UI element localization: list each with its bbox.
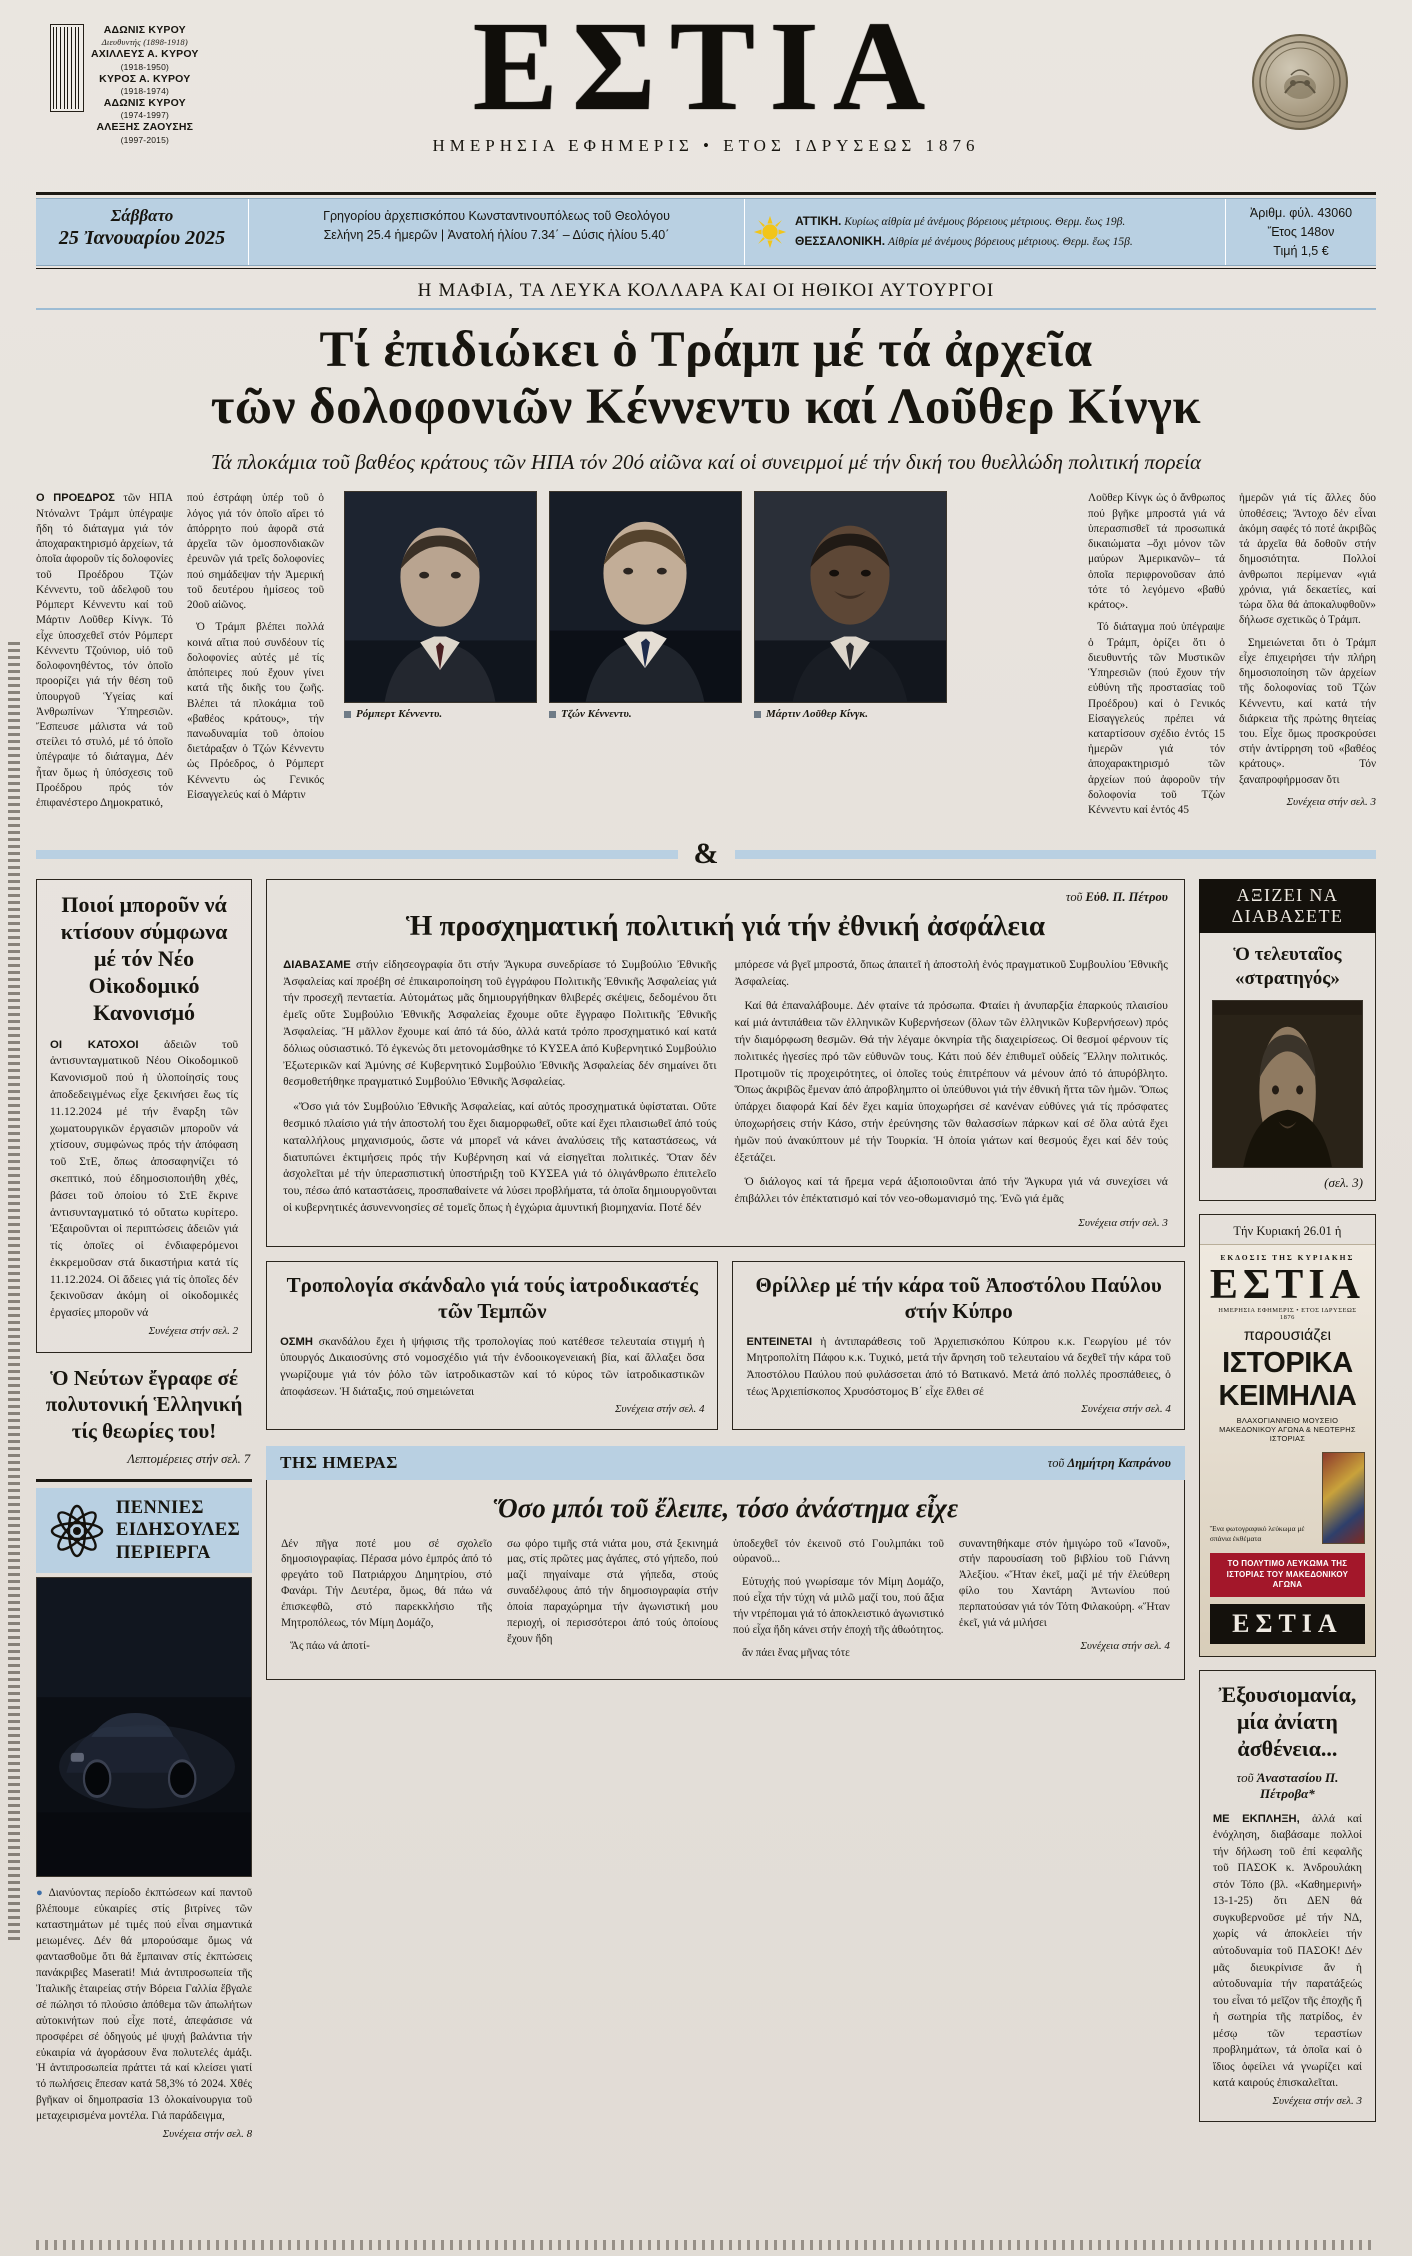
founder-name: ΑΧΙΛΛΕΥΣ Α. ΚΥΡΟΥ: [91, 48, 199, 61]
lead-text-4: ἡμερῶν γιά τίς ἄλλες δύο ὑποθέσεις; Ἄντοχο δέν εἶναι ἀκόμη σαφές τό ποτέ ἀκριβῶς τά ἀρχεῖα θά δοθοῦν στήν δημοσιότητα. Πολλοί ἀνθρωποι περίμεναν «γιά χρόνια, γιά δεκαετίες, καί τώρα ὅλα θά ἀποκαλυφθοῦν» δήλωσε σχετικῶς ὁ Τράμπ.: [1239, 492, 1376, 627]
caption-text: Ρόμπερτ Κέννεντυ.: [356, 708, 443, 721]
sun-moon-times: Σελήνη 25.4 ἡμερῶν | Ἀνατολή ἡλίου 7.34΄ – Δύσις ἡλίου 5.40΄: [323, 227, 670, 242]
day-text-1-tail: Ἅς πάω νά ἀποτί-: [290, 1639, 370, 1652]
opinion-title: Ἡ προσχηματική πολιτική γιά τήν ἐθνική ἀσφάλεια: [405, 910, 1046, 943]
weekday: Σάββατο: [110, 206, 174, 225]
ad-logo-tagline: ΗΜΕΡΗΣΙΑ ΕΦΗΜΕΡΙΣ • ΕΤΟΣ ΙΔΡΥΣΕΩΣ 1876: [1218, 1306, 1357, 1321]
ad-kicker: ΕΚΔΟΣΙΣ ΤΗΣ ΚΥΡΙΑΚΗΣ: [1220, 1252, 1355, 1262]
story-relic-continue[interactable]: Συνέχεια στήν σελ. 4: [1081, 1403, 1171, 1416]
promo-detail[interactable]: Λεπτομέρειες στήν σελ. 7: [127, 1451, 251, 1466]
worth-reading-page-ref[interactable]: (σελ. 3): [1324, 1174, 1363, 1190]
founder-name: ΚΥΡΟΣ Α. ΚΥΡΟΥ: [99, 72, 191, 85]
story-relic-dropcap: ΕΝΤΕΙΝΕΤΑΙ: [746, 1335, 813, 1348]
power-mania-author-name: Ἀναστασίου Π. Πέτροβα*: [1256, 1769, 1339, 1801]
opinion-text-1b: «Ὅσο γιά τόν Συμβούλιο Ἐθνικῆς Ἀσφαλείας, καί αὐτός προσχηματικά ὑφίσταται. Οὔτε θεσμικό πλαίσιο γιά τήν ἀποστολή του ἔχει διαμορφωθεῖ, οὔτε καί ἔχει πλαισιωθεῖ ἀπό τούς καταλλήλους μηχανισμούς, ὥστε νά μπορεῖ νά κάνει ἀναλύσεις τῆς καταστάσεως, νά διατυπώνει ἐκτιμήσεις πρός τήν Κυβέρνηση καί νά εἰσηγεῖται πολιτικές. Ὅταν δέν ἀσχολεῖται μέ τήν ὑπερασπιστική ὑποστήριξη τοῦ ΚΥΣΕΑ γιά τό ὀλιγάνθρωπο ἐπιτελεῖο του, πέσω ἀπό καταστάσεις, προσπαθαίνετε νά λύσει προβλήματα, τά ὁποῖα δημιουργοῦνται οἱ κυβερνητικές ἀσυνεννοησίες σέ τομεῖς ὅπως ἡ ἐγχώρια ἀμυντική βιομηχανία. Ποτέ δέν: [283, 1100, 717, 1214]
story-relic-title: Θρίλλερ μέ τήν κάρα τοῦ Ἀποστόλου Παύλου στήν Κύπρο: [755, 1272, 1162, 1323]
ad-top-line: Τήν Κυριακή 26.01 ἡ: [1233, 1223, 1342, 1238]
day-column-continue[interactable]: Συνέχεια στήν σελ. 4: [1080, 1639, 1170, 1652]
left-box-text: ἀδειῶν τοῦ ἀντισυνταγματικοῦ Νέου Οἰκοδομικοῦ Κανονισμοῦ πού ἡ ὑλοποίησίς τους ἀποδεδειγμένως εἶχε ξεκινήσει ἕως τίς 11.12.2024 μέ τήν ἔναρξη τῶν χωματουργικῶν ἐργασιῶν μποροῦν νά χτίσουν, συμφώνως πρός τήν ἀπόφαση τοῦ ΣτΕ, ὅπως ἀποσαφηνίζει τό σκεπτικό, πού ἐδημοσιοποιήθη χθές, βάσει τοῦ ὁποίου τό ΣτΕ ἔκρινε ἀντισυνταγματικό τό οὔτατω κυρίτερο. Ἐξαιροῦνται οἱ περιπτώσεις ἀδειῶν γιά τίς ὁποῖες οἱ ἐνδιαφερόμενοι ἐκκρεμοῦσαν στά δικαστήρια κατά τίς 11.12.2024. Οἱ ἄδειες γιά τίς ὁποῖες δέν ξεκινοῦσαν ἀκόμη οἱ οἰκοδομικές ἐργασίες μποροῦν νά: [50, 1037, 239, 1320]
photo-robert-kennedy: [344, 491, 537, 703]
issue-block: [1226, 199, 1376, 265]
lead-dropcap: Ο ΠΡΟΕΔΡΟΣ: [36, 492, 115, 505]
weather-desc-attiki: Κυρίως αἰθρία μέ ἀνέμους βόρειους μέτριους. Θερμ. ἕως 19β.: [844, 216, 1126, 229]
photo-john-kennedy: [549, 491, 742, 703]
story-forensics-dropcap: ΟΣΜΗ: [280, 1335, 313, 1348]
story-relic-text: ἡ ἀντιπαράθεσις τοῦ Ἀρχιεπισκόπου Κύπρου κ.κ. Γεωργίου μέ τόν Μητροπολίτη Πάφου κ.κ. Τυχικό, μετά τήν ἄρνηση τοῦ τελευταίου νά δεχθεῖ τήν κάρα τοῦ Ἀποστόλου Παύλου πού φυλάσσεται ἀπό τό Βατικανό. Μετά ἀπό πολλές προσπάθειες, ὁ τέως Ἀρχιεπίσκοπος Χρυσόστομος Β΄ εἶχε ἔλθει σέ: [746, 1335, 1171, 1398]
power-mania-continue[interactable]: Συνέχεια στήν σελ. 3: [1272, 2094, 1362, 2107]
issue-year: Ἔτος 148ον: [1267, 224, 1335, 239]
ad-small-copy: Ἕνα φωτογραφικό λεύκωμα μέ σπάνια ἐκθέματα: [1209, 1524, 1305, 1544]
day-text-3b: Εὐτυχής πού γνωρίσαμε τόν Μίμη Δομάζο, πού εἶχα τήν τύχη νά μιλῶ μαζί του, πού ἄξια τήν ντρέπομαι γιά τό ἀποκλειστικό ἀγωνιστικό πού εἶχα ἤδη κάνει στήν ἐποχή τῆς ἀθωότητος.: [732, 1576, 944, 1637]
headline-line-2: τῶν δολοφονιῶν Κέννεντυ καί Λοῦθερ Κίνγκ: [210, 379, 1202, 436]
ad-books-row: [1210, 1452, 1365, 1544]
day-text-2: σω φόρο τιμῆς στά νιάτα μου, στά ξεκινημά μας, στίς πρῶτες μας ἀγάπες, στό γήπεδο, πού μαζί πηγαίναμε στά γήπεδα, στούς συναδέλφους ἀπό τήν δημοσιογραφία στήν ὁποία παραχώρημα τήν ἀγωνιστική μου περιοχή, οἱ περισσότεροι ἀπό τούς ὁποίους ἔχουν ἤδη: [507, 1537, 718, 1645]
general-portrait-photo: [1212, 1000, 1363, 1168]
left-news-snippet: [36, 1886, 252, 2142]
lead-column-2: [187, 491, 324, 825]
masthead-rule: [36, 192, 1376, 195]
ad-red-banner: ΤΟ ΠΟΛΥΤΙΜΟ ΛΕΥΚΩΜΑ ΤΗΣ ΙΣΤΟΡΙΑΣ ΤΟΥ ΜΑΚΕΔΟΝΙΚΟΥ ΑΓΩΝΑ: [1210, 1553, 1365, 1597]
photo-caption: [754, 708, 947, 720]
left-box-continue[interactable]: Συνέχεια στήν σελ. 2: [148, 1325, 239, 1338]
opinion-continue[interactable]: Συνέχεια στήν σελ. 3: [1078, 1216, 1168, 1229]
story-forensics-text: σκανδάλου ἔχει ἡ ψήφισις τῆς τροπολογίας πού κατέθεσε τελευταία στιγμή ἡ ὑπουργός Δικαιοσύνης στό νομοσχέδιο γιά τήν ἐνδοοικογενειακή βία, καί ἄλλαξει ὅσα γνωρίζουμε γιά τόν ῥόλο τῶν ἰατροδικαστῶν καί τό κύρος τῶν ἰατροδικαστικῶν ἀποφάσεων. Ἡ διάταξις, πού σημειώνεται: [280, 1335, 705, 1398]
left-snippet-text: Διανύοντας περίοδο ἐκπτώσεων καί παντοῦ βλέπουμε εὐκαιρίες στίς βιτρίνες τῶν καταστημάτων μέ τιμές πού εἶναι σημαντικά μειωμένες. Δέν θά μπορούσαμε ὅμως νά φαντασθοῦμε ὅτι θά ἔμπαιναν στίς ἐκπτώσεις πανάκριβες Maserati! Μιά ἀντιπροσωπεία τῆς Ἰταλικῆς ἑταιρείας στήν Βόρεια Γαλλία ἔβγαλε σέ πώλησι τό πλούσιο ἀπόθεμα τῶν ἀπωλήτων αὐτοκινήτων πού εἶχε ποτέ, ἀπεφάσισε νά προσφέρει σέ ὁδηγούς μέ ψυχή βαλάντια τήν εὐκαιρία νά ἀγοράσουν ἕνα πολυτελές ἀμάξι. Ἡ ἀντιπροσωπεία πράττει τά καί κλείσει γιατί τό πωλήσεις ἔπεσαν κατά 58,3% τό 2024. Χθές βγῆκαν οἱ δημοπρασία 13 ὁλοκαίνουργια τοῦ μεταχειρισμένα μοντέλα. Γιά παράδειγμα,: [36, 1887, 253, 2123]
newspaper-logo: ΕΣΤΙΑ: [472, 0, 940, 137]
lead-text-4b: Σημειώνεται ὅτι ὁ Τράμπ εἶχε ἐπιχειρήσει τήν πλήρη δημοσιοποίηση τῶν ἀρχείων τῆς δολοφονίας τοῦ Τζών Κέννεντυ, καί κατά τήν διάρκεια τῆς πρώτης θητείας του. Εἶχε ὅμως προσκρούσει στήν ἀντίρρηση τοῦ «βαθέος κράτους». Τόν ξαναπροφήρμοσαν ὅτι: [1239, 636, 1376, 786]
day-column-title: Ὅσο μπόι τοῦ ἔλειπε, τόσο ἀνάστημα εἶχε: [492, 1493, 959, 1524]
lead-subhead: Τά πλοκάμια τοῦ βαθέος κράτους τῶν ΗΠΑ τόν 20ό αἰῶνα καί οἱ συνειρμοί μέ τήν δική του θυελλώδη πολιτική πορεία: [210, 450, 1202, 475]
opinion-power-mania[interactable]: [1199, 1670, 1376, 2121]
opinion-text-2c: Ὁ διάλογος καί τά ἤρεμα νερά ἀξιοποιοῦνται ἀπό τήν Ἄγκυρα γιά νά συνεχίσει νά ἐπιβάλλει τόν ἑπέκτατισμό καί τόν νεο-οθωμανισμό της. Ἐνῶ γιά ἐμᾶς: [734, 1175, 1168, 1206]
founder-role: (1974-1997): [120, 110, 170, 121]
barcode-icon: [50, 24, 84, 112]
ampersand-ornament-icon: &: [693, 837, 719, 871]
photo-item: [549, 491, 742, 825]
photo-caption: [549, 708, 742, 720]
ad-logo: ΕΣΤΙΑ: [1209, 1261, 1365, 1308]
power-mania-title: Ἐξουσιομανία, μία ἀνίατη ἀσθένεια...: [1218, 1682, 1357, 1761]
pennies-ribbon[interactable]: [36, 1488, 252, 1574]
issue-price: Τιμή 1,5 €: [1273, 243, 1329, 258]
right-column: [1199, 879, 1376, 2142]
day-column-article[interactable]: [266, 1480, 1185, 1680]
page-edge-left: [8, 640, 20, 1940]
opinion-byline: [283, 890, 1168, 905]
weather-desc-thessaloniki: Αἰθρία μέ ἀνέμους βόρειους μέτριους. Θερμ. ἕως 15β.: [887, 236, 1133, 249]
weather-city-thessaloniki: ΘΕΣΣΑΛΟΝΙΚΗ.: [795, 234, 886, 249]
opinion-body: [283, 957, 1168, 1232]
power-mania-text: ἀλλά καί ἐνόχληση, διαβάσαμε πολλοί τήν δήλωση τοῦ ἐπί κεφαλῆς τοῦ ΠΑΣΟΚ κ. Ἀνδρουλάκη στόν Τόπο (βλ. «Καθημερινή» 13-1-25) ὅτι ΔΕΝ θά συγκυβερνοῦσε μέ τήν ΝΔ, χωρίς νά ἀποκλείει τήν αὐτοδυναμία τοῦ ΠΑΣΟΚ! Δέν μᾶς διευκρίνισε ἄν ἡ αὐτοδυναμία τήν παρατάξεώς του εἶναι τό μεῖζον τῆς ἐποχῆς ἤ ἡ σωτηρία τῆς πατρίδος, ἐν μέσῳ τῶν τεραστίων προβλημάτων, τά ὁποῖα καί ὁ ἴδιος ὀφείλει νά γνωρίζει καί κατά καιρούς ἐπισκαλεῖται.: [1212, 1812, 1362, 2090]
opinion-article[interactable]: [266, 879, 1185, 1246]
lead-text-2: πού ἐστράφη ὑπέρ τοῦ ὁ λόγος γιά τόν ὁποῖο αἴρει τό ἀπόρρητο πού ἀφορᾶ στά ἀρχεῖα τῶν ὁμοσπονδιακῶν ἐρευνῶν γιά τρεῖς δολοφονίες πού σημάδεψαν τήν Ἀμερική τοῦ δευτέρου ἡμίσεος τοῦ 20οῦ αἰῶνος.: [187, 492, 324, 612]
opinion-dropcap: ΔΙΑΒΑΣΑΜΕ: [283, 958, 351, 971]
divider-bar-right: [735, 850, 1377, 859]
lead-kicker: Η ΜΑΦΙΑ, ΤΑ ΛΕΥΚΑ ΚΟΛΛΑΡΑ ΚΑΙ ΟΙ ΗΘΙΚΟΙ ΑΥΤΟΥΡΓΟΙ: [417, 280, 995, 302]
promo-newton[interactable]: [36, 1353, 252, 1477]
worth-reading-box[interactable]: [1199, 933, 1376, 1201]
day-band-label: ΤΗΣ ΗΜΕΡΑΣ: [280, 1453, 398, 1473]
worth-reading-title: Ὁ τελευταῖος «στρατηγός»: [1233, 944, 1342, 990]
power-mania-dropcap: ΜΕ ΕΚΠΛΗΞΗ,: [1212, 1812, 1300, 1825]
barcode-and-founders: [50, 24, 199, 146]
day-band-author: [1048, 1456, 1171, 1471]
masthead: [36, 0, 1376, 190]
founder-role: (1997-2015): [120, 134, 170, 145]
lead-text-2b: Ὁ Τράμπ βλέπει πολλά κοινά αἴτια πού συνδέουν τίς δολοφονίες αὐτές μέ τίς ἀπόπειρες πού ἔχουν γίνει κατά τῆς δικῆς του ζωῆς. Βλέπει τά πλοκάμια τοῦ «βαθέος κράτους», τήν πανωδυναμία τοῦ ὁποίου διετάραξαν ὁ Τζών Κέννεντυ ὡς Πρόεδρος, ὁ Ρόμπερτ Κέννεντυ ὡς Γενικός Εἰσαγγελεύς καί ὁ Μάρτιν: [187, 621, 324, 801]
power-mania-author-prefix: τοῦ: [1236, 1769, 1254, 1785]
info-bar: [36, 198, 1376, 266]
power-mania-body: [1213, 1811, 1362, 2110]
caption-bullet-icon: [754, 711, 761, 718]
left-snippet-continue[interactable]: Συνέχεια στήν σελ. 8: [162, 2128, 253, 2141]
ad-museum: ΒΛΑΧΟΓΙΑΝΝΕΙΟ ΜΟΥΣΕΙΟ ΜΑΚΕΔΟΝΙΚΟΥ ΑΓΩΝΑ & ΝΕΩΤΕΡΗΣ ΙΣΤΟΡΙΑΣ: [1219, 1415, 1356, 1443]
photo-item: [344, 491, 537, 825]
lead-text-3: Λοῦθερ Κίνγκ ὡς ὁ ἄνθρωπος πού βγῆκε μπροστά γιά νά ὑπερασπισθεῖ τά προσωπικά δικαιώματα –ὄχι μόνον τῶν μαύρων Ἀμερικανῶν– τά ὁποῖα περιφρονοῦσαν ἀπό τότε τό λεγόμενο «βαθύ κράτος».: [1088, 492, 1225, 612]
caption-bullet-icon: [549, 711, 556, 718]
opinion-col-2: [734, 957, 1167, 1232]
founder-role: (1918-1974): [120, 86, 170, 97]
estia-seal-icon: [1252, 34, 1348, 130]
opinion-text-2: μπόρεσε νά βγεῖ μπροστά, ὅπως ἀπαιτεῖ ἡ ἀποστολή ἑνός πραγματικοῦ Συμβουλίου Ἐθνικῆς Ἀσφαλείας.: [734, 957, 1168, 988]
lead-text-3b: Τό διάταγμα πού ὑπέγραψε ὁ Τράμπ, ὁρίζει ὅτι ὁ διευθυντής τῶν Μυστικῶν Ὑπηρεσιῶν (πού ἔχουν τήν εὐθύνη τῆς προστασίας τοῦ Προέδρου) καί ὁ Γενικός Εἰσαγγελεύς πρέπει νά καταρτίσουν σχέδιο ἐντός 15 ἡμερῶν γιά τόν ἀποχαρακτηρισμό τῶν ἀρχείων πού ἀφοροῦν τήν δολοφονία τοῦ Τζών Κέννεντυ καί ἐντός 45: [1088, 621, 1225, 817]
ad-title: ΙΣΤΟΡΙΚΑ ΚΕΙΜΗΛΙΑ: [1218, 1346, 1357, 1412]
story-relic-body: [746, 1334, 1170, 1419]
promo-rule: [36, 1479, 252, 1482]
weather-block: [745, 199, 1225, 265]
sunday-edition-ad[interactable]: [1199, 1214, 1376, 1657]
main-grid: [36, 879, 1376, 2142]
date: 25 Ἰανουαρίου 2025: [58, 227, 226, 250]
day-column-band: [266, 1446, 1185, 1480]
promo-title: Ὁ Νεύτων ἔγραφε σέ πολυτονική Ἑλληνική τίς θεωρίες του!: [45, 1366, 243, 1443]
caption-text: Τζών Κέννεντυ.: [561, 708, 632, 721]
lead-column-1: [36, 491, 173, 825]
founder-name: ΑΛΕΞΗΣ ΖΑΟΥΣΗΣ: [96, 121, 194, 134]
sun-icon: [753, 215, 787, 249]
lead-text-1: τῶν ΗΠΑ Ντόναλντ Τράμπ ὑπέγραψε ἤδη τό διάταγμα γιά τόν ἀποχαρακτηρισμό ἀρχείων, τά ὁποῖα ἀφοροῦν τίς δολοφονίες τοῦ Προέδρου Τζών Κέννεντυ, τοῦ ἀδελφοῦ του Ρόμπερτ Κέννεντυ καί τοῦ Μάρτιν Λοῦθερ Κίνγκ. Τό εἶχε ὑποσχεθεῖ στόν Ρόμπερτ Κέννεντυ Τζούνιορ, υἱό τοῦ δολοφονηθέντος, τόν ὁποῖο προορίζει γιά τήν θέση τοῦ ὑπουργοῦ Ὑγείας καί Ἀνθρωπίνων Ὑπηρεσιῶν. Ἔσπευσε μάλιστα νά τοῦ στείλει τό στυλό, μέ τό ὁποῖο ὑπέγραψε τό διάταγμα, Δέν ἦταν ὅμως ἡ ὑπόσχεσις τοῦ Προέδρου πρός τόν ἐπιφανέστερο Δημοκρατικό,: [36, 492, 173, 810]
day-text-4: συναντηθήκαμε στόν ἡμιγώρο τοῦ «Ἰανοῦ», στήν παρουσίαση τοῦ βιβλίου τοῦ Γιάννη Ἀλεξίου. «Ἥταν ἐκεῖ, μαζί μέ τήν ἐλεύθερη φίλο του Χαντάρη Ἀντωνίου πού περπατούσαν γιά τόν Τότη Φιλακούρη. «Ἥταν ἐκεῖ, γιά νά μιλήσει: [958, 1537, 1170, 1630]
saint-block: [249, 199, 744, 265]
weather-text: [795, 212, 1133, 252]
pennies-ribbon-text: ΠΕΝΝΙΕΣ ΕΙΔΗΣΟΥΛΕΣ ΠΕΡΙΕΡΓΑ: [116, 1497, 241, 1563]
day-text-3: ὑποδεχθεῖ τόν ἐκεινοῦ στό Γουλμπάκι τοῦ οὐρανοῦ...: [732, 1537, 944, 1566]
founder-name: ΑΔΩΝΙΣ ΚΥΡΟΥ: [103, 24, 186, 36]
day-text-3-tail: ἄν πάει ἕνας μῆνας τότε: [741, 1646, 850, 1659]
worth-reading-header: ΑΞΙΖΕΙ ΝΑ ΔΙΑΒΑΣΕΤΕ: [1199, 879, 1376, 933]
lead-photo-group: [338, 491, 1074, 825]
page-edge-bottom: [36, 2240, 1376, 2250]
power-mania-author: [1213, 1770, 1362, 1802]
ornament-divider: [36, 825, 1376, 879]
ad-book-image: [1322, 1452, 1365, 1544]
left-box-building-code[interactable]: [36, 879, 252, 1353]
photo-item: [754, 491, 947, 825]
saint-of-day: Γρηγορίου ἀρχεπισκόπου Κωνσταντινουπόλεως τοῦ Θεολόγου: [323, 209, 670, 223]
classic-car-photo: [36, 1577, 252, 1877]
caption-text: Μάρτιν Λοῦθερ Κίνγκ.: [766, 708, 868, 721]
day-band-author-prefix: τοῦ: [1047, 1455, 1065, 1470]
bullet-icon: ●: [36, 1887, 45, 1900]
founder-role: Διευθυντής (1898-1918): [101, 37, 188, 48]
story-forensics-title: Τροπολογία σκάνδαλο γιά τούς ἰατροδικαστές τῶν Τεμπῶν: [286, 1272, 698, 1323]
flower-ornament-icon: [48, 1502, 106, 1560]
masthead-tagline: ΗΜΕΡΗΣΙΑ ΕΦΗΜΕΡΙΣ • ΕΤΟΣ ΙΔΡΥΣΕΩΣ 1876: [432, 135, 980, 155]
left-box-body: [50, 1037, 238, 1340]
day-col-1: [281, 1537, 492, 1669]
story-saint-paul-relic[interactable]: [732, 1261, 1184, 1430]
issue-number: Ἀριθμ. φύλ. 43060: [1249, 206, 1353, 220]
story-forensics-body: [280, 1334, 704, 1419]
caption-bullet-icon: [344, 711, 351, 718]
day-col-4: [959, 1537, 1170, 1669]
story-forensics[interactable]: [266, 1261, 718, 1430]
headline-line-1: Τί ἐπιδιώκει ὁ Τράμπ μέ τά ἀρχεῖα: [319, 322, 1093, 379]
founders-list: [91, 24, 199, 146]
ad-presents: παρουσιάζει: [1243, 1326, 1332, 1344]
founder-name: ΑΔΩΝΙΣ ΚΥΡΟΥ: [103, 96, 186, 109]
left-column: [36, 879, 252, 2142]
masthead-logo-wrap: [36, 0, 1376, 156]
day-column-body: [281, 1537, 1170, 1669]
ad-footer-logo: ΕΣΤΙΑ: [1210, 1604, 1365, 1644]
middle-column: [266, 879, 1185, 2142]
day-text-1: Δέν πῆγα ποτέ μου σέ σχολεῖο δημοσιογραφίας. Πέρασα μόνο ἐμπρός ἀπό τό φρεγάτο τοῦ Πατριάρχου Δημητρίου, στό Φανάρι. Τήν Δευτέρα, ὅμως, θά πάω νά ἐπισκεφθῶ, στό παρεκκλήσιο τῆς Μητροπόλεως, τόν Μίμη Δομάζο,: [281, 1537, 493, 1630]
day-band-author-name: Δημήτρη Καπράνου: [1067, 1455, 1171, 1470]
day-col-2: [507, 1537, 718, 1669]
lead-headline: [36, 310, 1376, 436]
middle-two-stories: [266, 1261, 1185, 1430]
opinion-text-1: στήν εἰδησεογραφία ὅτι στήν Ἄγκυρα συνεδρίασε τό Συμβούλιο Ἐθνικῆς Ἀσφαλείας καί προέβη σέ ἐπικαιροποίηση τοῦ ἐγγράφου Πολιτικῆς Ἐθνικῆς Ἀσφαλείας γιά τήν προσεχῆ πενταετία. Αὐτομάτως μᾶς δημιουργήθηκαν θλιβερές σκέψεις, δεδομένου ὅτι ἐμεῖς οὔτε Συμβούλιο Ἐθνικῆς Ἀσφαλείας ἔχουμε οὔτε ἔγγραφο Πολιτικῆς Ἐθνικῆς Ἀσφαλείας. Ἤ μᾶλλον ἔχουμε καί ἀπό τά δύο, ἀλλά κατά τρόπο προσχηματικό καί κατά δόλιως οὐσιαστικό. Τό ἐγκενώς ὅτι μετονομάσθηκε τό ΚΥΣΕΑ ἀπό Κυβερνητικό Συμβούλιο Ἐξωτερικῶν καί Ἀμύνης σέ Κυβερνητικό Συμβούλιο Ἐθνικῆς Ἀσφαλείας δέν σημαίνει ὅτι θεσμοθετήθηκε πραγματικό Συμβούλιο Ἐθνικῆς Ἀσφαλείας.: [283, 957, 717, 1089]
story-forensics-continue[interactable]: Συνέχεια στήν σελ. 4: [614, 1403, 705, 1416]
photo-caption: [344, 708, 537, 720]
byline-author: Εὐθ. Π. Πέτρου: [1085, 890, 1168, 905]
lead-continue[interactable]: Συνέχεια στήν σελ. 3: [1286, 795, 1376, 808]
photo-martin-luther-king: [754, 491, 947, 703]
opinion-text-2b: Καί θά ἐπαναλάβουμε. Δέν φταίνε τά πρόσωπα. Φταίει ἡ ἀνυπαρξία ἐπαρκούς πλαισίου καί μιά ἀντιπάθεια τῶν ἑλληνικῶν Κυβερνήσεων (ὅλων τῶν ἑλληνικῶν Κυβερνήσεων) πρός τήν διαμόρφωση θεσμῶν. Θά τήν λέγαμε ὀκνηρία τῆς διαχειρίσεως. Οἱ θεσμοί φέρνουν τίς πολιτικές ἡγεσίες πρό τῶν εὐθυνῶν τους. Κάτι πού δέν ἐπιθυμεῖ οὐδείς Ἕλλην πολιτικός. Προτιμοῦν τίς προχειρότητες, οἱ ὁποῖες τούς ἐπιτρέπουν νά μένουν ἀπό τό ἀπυρόβλητο. Ὅπως ἀκριβῶς ἔμεναν ἀπό ἀπροβλημπτο οἱ ὑπεύθυνοι γιά τήν ἐθνική ἥττα τῶν ἡμῶν. Ὅπως ὑπάρχει διαφορά Καί δέν ἔχει καμία ὑποχωρήσει σέ κανέναν εὐθύνες γιά τίς πρόσφατες ὑποχωρήσεις στήν Κάσο, στήν ἐρεύνησης τῶν θαλασσίων πάρκων καί σέ ὅλα αὐτά ἔχει ἡμῶν πού ἀνακύπτουν μέ τήν Τουρκία. Ἡ ὁποία γιάτων καί θεσμούς ἔχει καί δέν τούς ἐξετάζει.: [734, 999, 1168, 1164]
weather-city-attiki: ΑΤΤΙΚΗ.: [795, 214, 842, 229]
lead-article: [36, 485, 1376, 825]
day-col-3: [733, 1537, 944, 1669]
founder-role: (1918-1950): [120, 61, 170, 72]
lead-column-3: [1088, 491, 1225, 825]
divider-bar-left: [36, 850, 678, 859]
date-block: [36, 199, 248, 265]
byline-prefix: τοῦ: [1065, 890, 1083, 905]
opinion-col-1: [283, 957, 716, 1232]
left-box-title: Ποιοί μποροῦν νά κτίσουν σύμφωνα μέ τόν Νέο Οἰκοδομικό Κανονισμό: [60, 892, 228, 1025]
lead-column-4: [1239, 491, 1376, 825]
ad-panel: [1200, 1244, 1375, 1656]
left-box-dropcap: ΟΙ ΚΑΤΟΧΟΙ: [50, 1038, 139, 1051]
